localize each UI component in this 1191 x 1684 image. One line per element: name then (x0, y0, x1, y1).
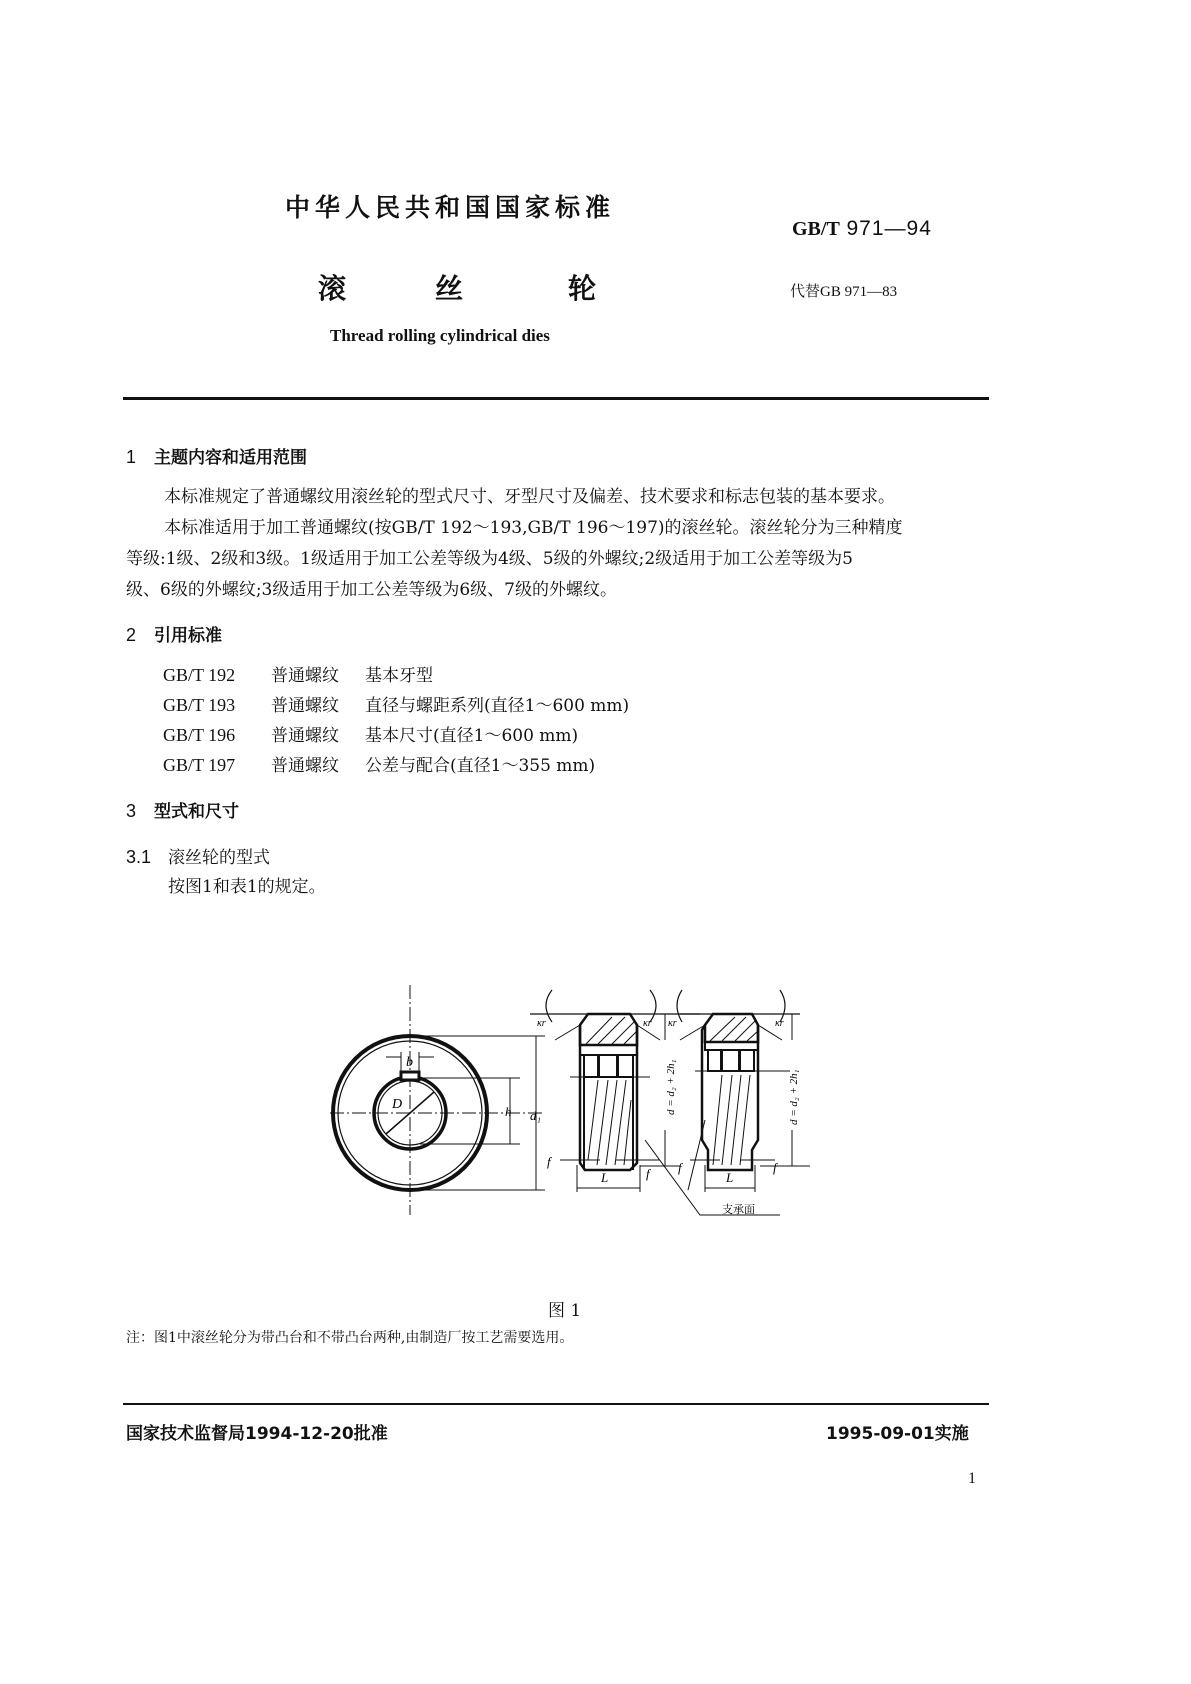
label-kr: κr (668, 1018, 677, 1029)
title-char-3: 轮 (568, 272, 597, 305)
label-b: b (406, 1055, 413, 1070)
die-front-view (330, 985, 545, 1215)
section-2-heading (126, 621, 222, 646)
figure-1-drawing (330, 980, 850, 1230)
section-title: 引用标准 (154, 626, 222, 646)
label-kr: κr (775, 1018, 784, 1029)
section-title: 型式和尺寸 (154, 802, 239, 822)
figure-note: 注：图1中滚丝轮分为带凸台和不带凸台两种,由制造厂按工艺需要选用。 (126, 1330, 574, 1346)
section-number: 1 (126, 447, 137, 467)
title-char-1: 滚 (318, 272, 347, 305)
section-1-paragraph-2-line-2: 等级:1级、2级和3级。1级适用于加工公差等级为4级、5级的外螺纹;2级适用于加工公差等级为5 (126, 549, 853, 569)
reference-desc: 直径与螺距系列(直径1～600 mm) (365, 696, 630, 716)
section-1-paragraph-2-line-1: 本标准适用于加工普通螺纹(按GB/T 192～193,GB/T 196～197)的滚丝轮。滚丝轮分为三种精度 (164, 518, 903, 538)
label-dimension-d: d = d₂ + 2h₁ (665, 1059, 677, 1115)
subsection-3-1-text: 按图1和表1的规定。 (168, 877, 326, 897)
section-1-paragraph-1: 本标准规定了普通螺纹用滚丝轮的型式尺寸、牙型尺寸及偏差、技术要求和标志包装的基本要求。 (164, 487, 895, 507)
reference-desc: 公差与配合(直径1～355 mm) (365, 756, 596, 776)
standard-prefix: GB/T (792, 218, 840, 240)
standard-code: 971—94 (846, 217, 932, 240)
reference-row (163, 691, 629, 716)
reference-code: GB/T 192 (163, 665, 236, 685)
label-f: f (547, 1154, 551, 1169)
reference-desc: 基本牙型 (365, 666, 433, 686)
effective-date: 1995-09-01实施 (826, 1424, 969, 1444)
section-1-heading (126, 443, 307, 468)
reference-row (163, 751, 595, 776)
title-char-2: 丝 (435, 272, 464, 305)
figure-caption: 图 1 (548, 1301, 582, 1321)
label-h: h (505, 1104, 512, 1119)
section-number: 3 (126, 801, 137, 821)
reference-subject: 普通螺纹 (271, 756, 339, 776)
subsection-3-1-heading (126, 843, 270, 868)
section-title: 主题内容和适用范围 (154, 448, 307, 468)
header-divider (123, 397, 989, 400)
section-1-paragraph-2-line-3: 级、6级的外螺纹;3级适用于加工公差等级为6级、7级的外螺纹。 (126, 580, 617, 600)
reference-code: GB/T 193 (163, 695, 236, 715)
label-f: f (773, 1160, 777, 1175)
section-number: 2 (126, 625, 137, 645)
label-kr: κr (537, 1018, 546, 1029)
reference-subject: 普通螺纹 (271, 696, 339, 716)
reference-code: GB/T 197 (163, 755, 236, 775)
reference-subject: 普通螺纹 (271, 726, 339, 746)
label-L: L (726, 1170, 734, 1185)
section-3-heading (126, 797, 239, 822)
label-D: D (392, 1097, 403, 1112)
label-dimension-d: d = d₂ + 2h₁ (788, 1069, 800, 1125)
reference-row (163, 721, 578, 746)
page-number: 1 (968, 1470, 976, 1487)
label-bearing-surface: 支承面 (722, 1203, 755, 1216)
subsection-title: 滚丝轮的型式 (168, 848, 270, 868)
label-d1: d₁ (530, 1108, 542, 1123)
label-f: f (678, 1160, 682, 1175)
country-standard-heading: 中华人民共和国国家标准 (285, 193, 616, 222)
label-kr: κr (643, 1018, 652, 1029)
reference-code: GB/T 196 (163, 725, 236, 745)
approval-date: 国家技术监督局1994-12-20批准 (126, 1424, 388, 1444)
reference-row (163, 661, 433, 686)
reference-desc: 基本尺寸(直径1～600 mm) (365, 726, 579, 746)
footer-divider (123, 1403, 989, 1405)
reference-subject: 普通螺纹 (271, 666, 339, 686)
standard-number (792, 216, 932, 241)
subsection-number: 3.1 (126, 847, 152, 867)
english-title: Thread rolling cylindrical dies (330, 326, 550, 345)
replaces-standard: 代替GB 971—83 (790, 284, 898, 300)
label-L: L (601, 1170, 609, 1185)
label-f: f (646, 1166, 650, 1181)
